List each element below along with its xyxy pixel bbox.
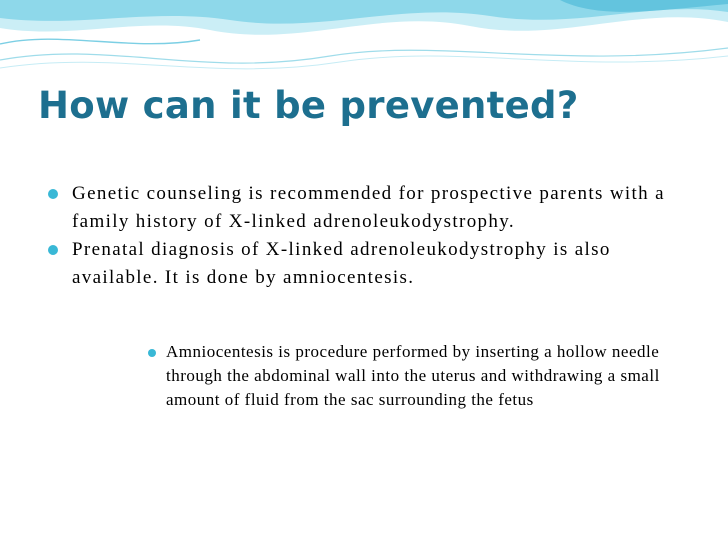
sub-bullet-list [148,340,678,412]
bullet-dot-icon [48,245,58,255]
bullet-text: Genetic counseling is recommended for prospective parents with a family history of X-linked adrenoleukodystrophy. [72,183,665,232]
sub-bullet-item [148,340,678,412]
bullet-list [46,180,686,292]
bullet-dot-icon [48,189,58,199]
bullet-item [46,180,686,236]
sub-bullet-dot-icon [148,349,156,357]
bullet-item [46,236,686,292]
header-wave-decoration [0,0,728,80]
bullet-text: Prenatal diagnosis of X-linked adrenoleukodystrophy is also available. It is done by amniocentesis. [72,239,611,288]
sub-bullet-text: Amniocentesis is procedure performed by inserting a hollow needle through the abdominal wall into the uterus and withdrawing a small amount of fluid from the sac surrounding the fetus [166,342,660,409]
slide-title: How can it be prevented? [38,84,579,127]
